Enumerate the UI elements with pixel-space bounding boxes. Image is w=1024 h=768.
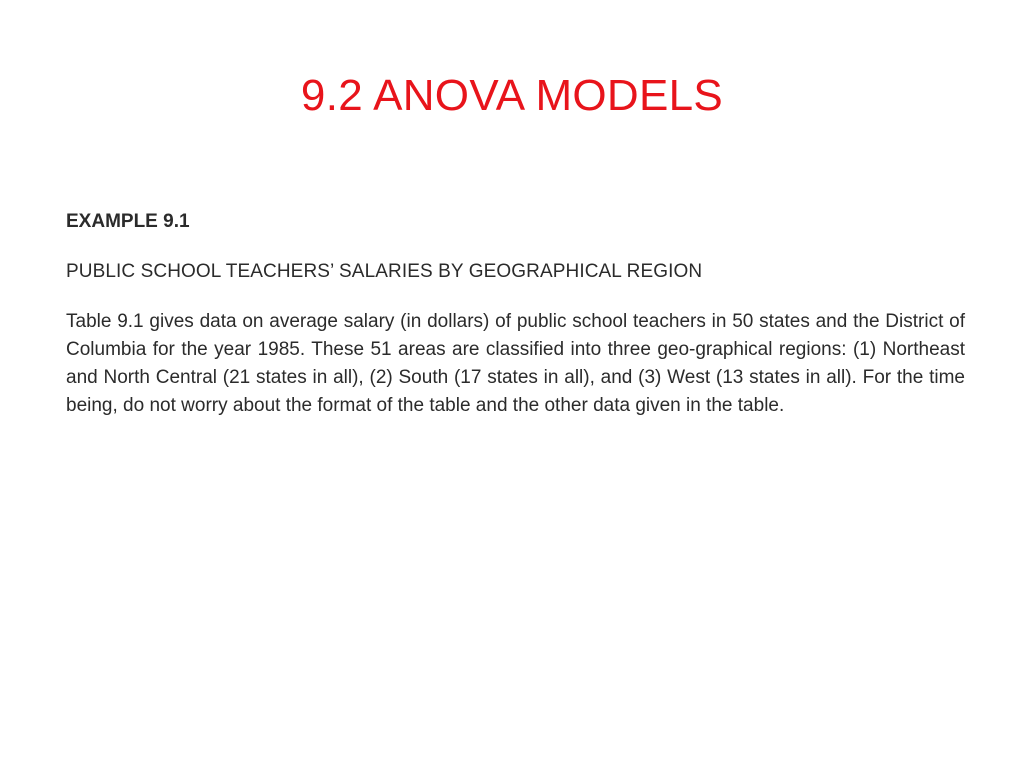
example-heading: PUBLIC SCHOOL TEACHERS’ SALARIES BY GEOGRAPHICAL REGION <box>66 261 703 282</box>
slide-title: 9.2 ANOVA MODELS <box>300 71 724 120</box>
example-body: Table 9.1 gives data on average salary (in dollars) of public school teachers in 50 states and the District of Columbia for the year 1985. These 51 areas are classified into three geo-graphical regions: (1) Northeast and North Central (21 states in all), (2) South (17 states in all), and (3) West (13 states in all). For the time being, do not worry about the format of the table and the other data given in the table. <box>66 311 965 416</box>
textbook-excerpt <box>66 208 965 420</box>
example-label: EXAMPLE 9.1 <box>66 211 190 232</box>
